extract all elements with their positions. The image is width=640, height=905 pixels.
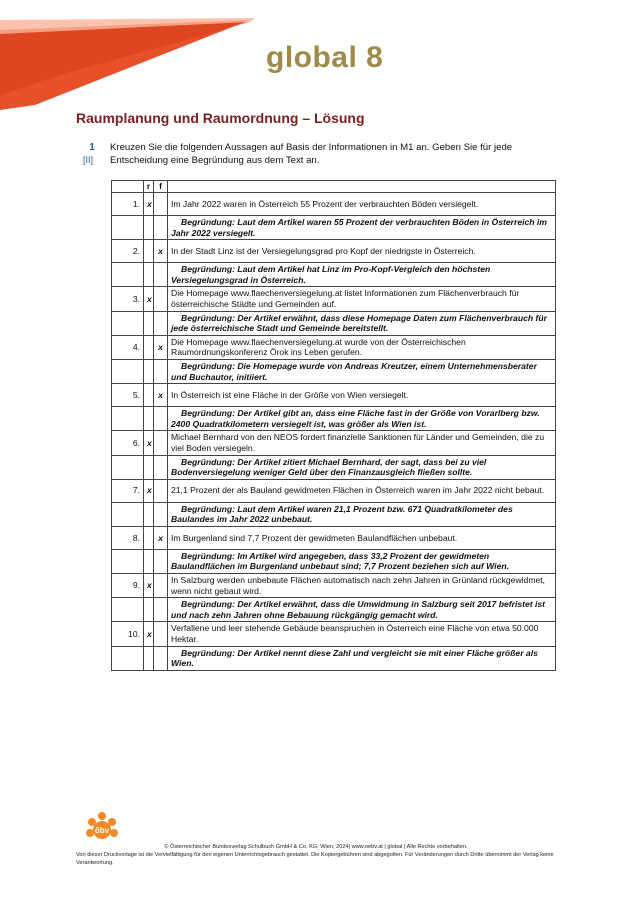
mark-richtig — [144, 526, 154, 549]
statement-text: Verfallene und leer stehende Gebäude beanspruchen in Österreich eine Fläche von etwa 50.000 Hektar. — [168, 622, 556, 646]
reason-row — [112, 359, 556, 383]
reason-spacer — [112, 502, 144, 526]
reason-spacer — [144, 455, 154, 479]
reason-spacer — [112, 549, 144, 573]
reason-spacer — [144, 216, 154, 240]
reason-row — [112, 263, 556, 287]
reason-text — [168, 311, 556, 335]
mark-falsch — [154, 431, 168, 455]
header-statement — [168, 181, 556, 193]
statement-text: Michael Bernhard von den NEOS fordert finanzielle Sanktionen für Länder und Gemeinden, die zu viel Boden versiegeln. — [168, 431, 556, 455]
row-number: 1. — [112, 193, 144, 216]
statement-text: In Salzburg werden unbebaute Flächen automatisch nach zehn Jahren in Grünland rückgewidmet, wenn nicht gebaut wird. — [168, 574, 556, 598]
reason-spacer — [144, 407, 154, 431]
brand-title: global 8 — [266, 41, 384, 74]
reason-row — [112, 598, 556, 622]
statement-text: Die Homepage www.flaechenversiegelung.at listet Informationen zum Flächenverbrauch für österreichische Städte und Gemeinden auf. — [168, 287, 556, 311]
reason-text — [168, 407, 556, 431]
header-swoosh-graphic — [0, 0, 260, 110]
mark-falsch: x — [154, 335, 168, 359]
mark-falsch: x — [154, 526, 168, 549]
row-number: 5. — [112, 384, 144, 407]
reason-content: Begründung: Der Artikel gibt an, dass eine Fläche fast in der Größe von Vorarlberg bzw. 2400 Quadratkilometern versiegelt ist, was größer als Wien ist. — [171, 408, 540, 429]
reason-spacer — [112, 646, 144, 670]
reason-spacer — [144, 311, 154, 335]
reason-spacer — [144, 549, 154, 573]
reason-spacer — [112, 311, 144, 335]
footer — [76, 843, 556, 867]
reason-spacer — [144, 502, 154, 526]
footer-copyright: © Österreichischer Bundesverlag Schulbuch GmbH & Co. KG, Wien, 2024| www.oebv.at | global | Alle Rechte vorbehalten. — [164, 844, 468, 850]
answer-table — [111, 180, 556, 671]
task-number: 1 — [89, 142, 95, 153]
reason-content: Begründung: Im Artikel wird angegeben, dass 33,2 Prozent der gewidmeten Baulandflächen im Burgenland unbebaut sind; 7,7 Prozent beziehen sich auf Wien. — [171, 550, 509, 572]
statement-row — [112, 335, 556, 359]
statement-row — [112, 384, 556, 407]
mark-falsch — [154, 479, 168, 502]
mark-falsch — [154, 287, 168, 311]
mark-richtig — [144, 335, 154, 359]
row-number: 9. — [112, 574, 144, 598]
reason-content: Begründung: Laut dem Artikel hat Linz im Pro-Kopf-Vergleich den höchsten Versiegelungsgrad in Österreich. — [171, 264, 491, 285]
row-number: 6. — [112, 431, 144, 455]
mark-falsch: x — [154, 240, 168, 263]
statement-text: 21,1 Prozent der als Bauland gewidmeten Flächen in Österreich waren im Jahr 2022 nicht bebaut. — [168, 479, 556, 502]
reason-spacer — [154, 549, 168, 573]
reason-spacer — [154, 311, 168, 335]
reason-spacer — [112, 407, 144, 431]
reason-text — [168, 359, 556, 383]
reason-row — [112, 311, 556, 335]
reason-row — [112, 646, 556, 670]
reason-content: Begründung: Laut dem Artikel waren 21,1 Prozent bzw. 671 Quadratkilometer des Baulandes im Jahr 2022 unbebaut. — [171, 503, 513, 525]
reason-spacer — [112, 216, 144, 240]
table-header-row — [112, 181, 556, 193]
mark-falsch — [154, 574, 168, 598]
reason-text — [168, 263, 556, 287]
statement-row — [112, 574, 556, 598]
reason-spacer — [154, 407, 168, 431]
reason-spacer — [154, 216, 168, 240]
statement-row — [112, 431, 556, 455]
reason-spacer — [144, 598, 154, 622]
mark-richtig: x — [144, 574, 154, 598]
reason-text — [168, 549, 556, 573]
mark-falsch — [154, 622, 168, 646]
reason-spacer — [154, 455, 168, 479]
header-richtig: r — [144, 181, 154, 193]
svg-text:öbv: öbv — [94, 826, 110, 835]
reason-spacer — [154, 359, 168, 383]
reason-spacer — [154, 598, 168, 622]
mark-richtig: x — [144, 287, 154, 311]
mark-richtig: x — [144, 431, 154, 455]
reason-content: Begründung: Der Artikel nennt diese Zahl und vergleicht sie mit einer Fläche größer als Wien. — [171, 647, 538, 669]
reason-spacer — [112, 598, 144, 622]
reason-spacer — [154, 263, 168, 287]
row-number: 3. — [112, 287, 144, 311]
reason-content: Begründung: Laut dem Artikel waren 55 Prozent der verbrauchten Böden in Österreich im Jahr 2022 versiegelt. — [171, 217, 547, 238]
row-number: 8. — [112, 526, 144, 549]
mark-falsch: x — [154, 384, 168, 407]
statement-row — [112, 193, 556, 216]
reason-row — [112, 455, 556, 479]
statement-row — [112, 526, 556, 549]
reason-spacer — [144, 359, 154, 383]
reason-spacer — [144, 263, 154, 287]
reason-text — [168, 455, 556, 479]
reason-text — [168, 502, 556, 526]
reason-row — [112, 407, 556, 431]
reason-spacer — [154, 646, 168, 670]
statement-text: Im Jahr 2022 waren in Österreich 55 Prozent der verbrauchten Böden versiegelt. — [168, 193, 556, 216]
reason-spacer — [154, 502, 168, 526]
reason-text — [168, 646, 556, 670]
reason-spacer — [112, 359, 144, 383]
mark-richtig: x — [144, 479, 154, 502]
mark-richtig: x — [144, 622, 154, 646]
reason-text — [168, 216, 556, 240]
reason-text — [168, 598, 556, 622]
page-title: Raumplanung und Raumordnung – Lösung — [76, 110, 365, 126]
reason-content: Begründung: Die Homepage wurde von Andreas Kreutzer, einem Unternehmensberater und Buchautor, initiiert. — [171, 360, 537, 382]
oebv-logo — [84, 810, 120, 846]
reason-spacer — [112, 455, 144, 479]
reason-spacer — [112, 263, 144, 287]
statement-row — [112, 479, 556, 502]
reason-content: Begründung: Der Artikel zitiert Michael Bernhard, der sagt, dass bei zu viel Bodenversiegelung weniger Geld über den Finanzausgleich fließen sollte. — [171, 456, 487, 478]
row-number: 7. — [112, 479, 144, 502]
task-level: [II] — [83, 155, 94, 165]
statement-text: In Österreich ist eine Fläche in der Größe von Wien versiegelt. — [168, 384, 556, 407]
task-instruction: Kreuzen Sie die folgenden Aussagen auf Basis der Informationen in M1 an. Geben Sie für jede Entscheidung eine Begründung aus dem Text an. — [110, 142, 513, 166]
reason-content: Begründung: Der Artikel erwähnt, dass die Umwidmung in Salzburg seit 2017 befristet ist und nach zehn Jahren ohne Bebauung rückgängig gemacht wird. — [171, 599, 546, 620]
mark-falsch — [154, 193, 168, 216]
row-number: 2. — [112, 240, 144, 263]
row-number: 10. — [112, 622, 144, 646]
row-number: 4. — [112, 335, 144, 359]
reason-row — [112, 216, 556, 240]
statement-row — [112, 622, 556, 646]
reason-row — [112, 502, 556, 526]
statement-row — [112, 240, 556, 263]
statement-text: Im Burgenland sind 7,7 Prozent der gewidmeten Baulandflächen unbebaut. — [168, 526, 556, 549]
statement-text: Die Homepage www.flaechenversiegelung.at wurde von der Österreichischen Raumordnungskonferenz Örok ins Leben gerufen. — [168, 335, 556, 359]
header-num — [112, 181, 144, 193]
mark-richtig: x — [144, 193, 154, 216]
mark-richtig — [144, 240, 154, 263]
reason-row — [112, 549, 556, 573]
reason-content: Begründung: Der Artikel erwähnt, dass diese Homepage Daten zum Flächenverbrauch für jede österreichische Stadt und Gemeinde bereitstellt. — [171, 312, 547, 334]
statement-row — [112, 287, 556, 311]
header-falsch: f — [154, 181, 168, 193]
mark-richtig — [144, 384, 154, 407]
footer-disclaimer: Von dieser Druckvorlage ist die Vervielfältigung für den eigenen Unterrichtsgebrauch gestattet. Die Kopiergebühren sind abgegolten. Für Veränderungen durch Dritte übernimmt der Verlag keine Verantwortung. — [76, 852, 554, 866]
reason-spacer — [144, 646, 154, 670]
statement-text: In der Stadt Linz ist der Versiegelungsgrad pro Kopf der niedrigste in Österreich. — [168, 240, 556, 263]
